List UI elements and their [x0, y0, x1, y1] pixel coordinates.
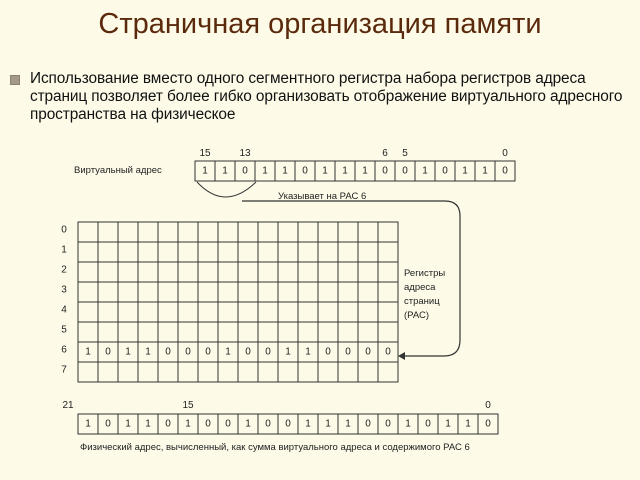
- par-6-bit-10: 1: [285, 346, 291, 358]
- par-cell-2-15: [378, 262, 398, 282]
- virtual-address-bit-positions: [199, 148, 508, 159]
- par-cell-1-13: [338, 242, 358, 262]
- par-cell-1-2: [118, 242, 138, 262]
- par-cell-0-5: [178, 222, 198, 242]
- par-cell-0-0: [78, 222, 98, 242]
- virtual-address-position-5: 5: [402, 148, 408, 159]
- virtual-address-bit-12: 1: [262, 165, 268, 177]
- par-cell-0-15: [378, 222, 398, 242]
- physical-address-bit-18: 1: [125, 418, 131, 430]
- par-row-label-4: 4: [61, 304, 67, 316]
- virtual-address-bit-2: 1: [462, 165, 468, 177]
- physical-address-bit-19: 0: [105, 418, 111, 430]
- par-cell-0-13: [338, 222, 358, 242]
- physical-address-bit-13: 0: [225, 418, 231, 430]
- par-cell-7-6: [198, 362, 218, 382]
- physical-address-bit-10: 0: [285, 418, 291, 430]
- physical-address-bit-8: 1: [325, 418, 331, 430]
- par-row-label-2: 2: [61, 264, 67, 276]
- virtual-address-bit-8: 1: [342, 165, 348, 177]
- par-cell-4-12: [318, 302, 338, 322]
- par-cell-4-10: [278, 302, 298, 322]
- physical-address-bit-6: 0: [365, 418, 371, 430]
- virtual-address-bit-1: 1: [482, 165, 488, 177]
- par-label-line-2: адреса: [404, 282, 436, 293]
- virtual-address-bit-7: 1: [362, 165, 368, 177]
- par-cell-2-6: [198, 262, 218, 282]
- arrow-head-icon: [398, 352, 405, 360]
- virtual-address-bit-3: 0: [442, 165, 448, 177]
- par-cell-5-1: [98, 322, 118, 342]
- par-cell-7-8: [238, 362, 258, 382]
- par-cell-4-5: [178, 302, 198, 322]
- par-cell-4-1: [98, 302, 118, 322]
- par-row-label-0: 0: [61, 224, 67, 236]
- par-cell-0-9: [258, 222, 278, 242]
- virtual-address-label: Виртуальный адрес: [74, 165, 162, 176]
- par-cell-0-2: [118, 222, 138, 242]
- par-cell-4-4: [158, 302, 178, 322]
- par-cell-0-12: [318, 222, 338, 242]
- par-cell-7-4: [158, 362, 178, 382]
- physical-address-bit-3: 0: [425, 418, 431, 430]
- virtual-address-bit-10: 0: [302, 165, 308, 177]
- par-cell-2-14: [358, 262, 378, 282]
- virtual-address-position-0: 0: [502, 148, 508, 159]
- bullet-text: Использование вместо одного сегментного регистра набора регистров адреса страниц позволяет более гибко организовать отображение виртуального адресного пространства на физическое: [30, 70, 623, 123]
- physical-address-bit-2: 1: [445, 418, 451, 430]
- physical-address-bit-1: 1: [465, 418, 471, 430]
- par-label-line-4: (РАС): [404, 310, 430, 321]
- virtual-address-bit-11: 1: [282, 165, 288, 177]
- physical-address-caption: Физический адрес, вычисленный, как сумма виртуального адреса и содержимого РАС 6: [80, 442, 470, 453]
- par-cell-2-5: [178, 262, 198, 282]
- par-cell-0-4: [158, 222, 178, 242]
- par-cell-2-2: [118, 262, 138, 282]
- par-cell-3-13: [338, 282, 358, 302]
- par-cell-2-7: [218, 262, 238, 282]
- par-cell-5-8: [238, 322, 258, 342]
- par-cell-5-13: [338, 322, 358, 342]
- page-number-bracket: [197, 182, 256, 197]
- par-cell-4-3: [138, 302, 158, 322]
- par-cell-2-13: [338, 262, 358, 282]
- par-cell-5-10: [278, 322, 298, 342]
- par-cell-5-14: [358, 322, 378, 342]
- par-cell-2-8: [238, 262, 258, 282]
- par-cell-5-7: [218, 322, 238, 342]
- par-cell-4-15: [378, 302, 398, 322]
- par-cell-7-2: [118, 362, 138, 382]
- physical-address-position-21: 21: [62, 400, 74, 411]
- virtual-address-position-13: 13: [239, 148, 251, 159]
- par-cell-1-4: [158, 242, 178, 262]
- physical-address-bit-16: 0: [165, 418, 171, 430]
- par-cell-0-11: [298, 222, 318, 242]
- par-row-label-3: 3: [61, 284, 67, 296]
- par-cell-2-4: [158, 262, 178, 282]
- par-6-bit-11: 1: [305, 346, 311, 358]
- physical-address-bit-5: 0: [385, 418, 391, 430]
- virtual-address-bit-5: 0: [402, 165, 408, 177]
- par-cell-4-6: [198, 302, 218, 322]
- par-cell-3-0: [78, 282, 98, 302]
- par-cell-1-15: [378, 242, 398, 262]
- par-cell-1-7: [218, 242, 238, 262]
- par-6-bit-6: 0: [205, 346, 211, 358]
- par-cell-3-8: [238, 282, 258, 302]
- pointer-note: Указывает на РАС 6: [278, 191, 367, 202]
- par-cell-4-0: [78, 302, 98, 322]
- physical-address-group: [62, 400, 498, 453]
- par-cell-3-3: [138, 282, 158, 302]
- par-cell-7-13: [338, 362, 358, 382]
- par-row-label-7: 7: [61, 364, 67, 376]
- physical-address-position-15: 15: [182, 400, 194, 411]
- par-cell-5-15: [378, 322, 398, 342]
- par-cell-2-9: [258, 262, 278, 282]
- virtual-address-position-6: 6: [382, 148, 388, 159]
- par-cell-0-6: [198, 222, 218, 242]
- par-cell-0-10: [278, 222, 298, 242]
- par-cell-3-12: [318, 282, 338, 302]
- par-6-bit-1: 0: [105, 346, 111, 358]
- physical-address-bit-12: 1: [245, 418, 251, 430]
- par-cell-7-12: [318, 362, 338, 382]
- par-6-bit-13: 0: [345, 346, 351, 358]
- par-cell-0-14: [358, 222, 378, 242]
- par-cell-5-6: [198, 322, 218, 342]
- par-cell-1-9: [258, 242, 278, 262]
- par-cell-7-15: [378, 362, 398, 382]
- par-row-labels: [61, 225, 67, 376]
- virtual-address-bit-4: 1: [422, 165, 428, 177]
- par-cell-0-8: [238, 222, 258, 242]
- physical-address-bit-9: 1: [305, 418, 311, 430]
- par-cell-1-6: [198, 242, 218, 262]
- physical-address-bit-positions: [62, 400, 491, 411]
- par-cell-4-14: [358, 302, 378, 322]
- physical-address-register: [78, 414, 498, 434]
- virtual-address-bit-13: 0: [242, 165, 248, 177]
- par-table-group: [61, 222, 445, 382]
- par-cell-7-3: [138, 362, 158, 382]
- par-6-bit-5: 0: [185, 346, 191, 358]
- par-cell-4-13: [338, 302, 358, 322]
- par-cell-0-3: [138, 222, 158, 242]
- par-cell-2-3: [138, 262, 158, 282]
- virtual-address-bit-14: 1: [222, 165, 228, 177]
- par-label-line-3: страниц: [404, 296, 440, 307]
- par-cell-7-5: [178, 362, 198, 382]
- virtual-address-bit-15: 1: [202, 165, 208, 177]
- par-cell-2-1: [98, 262, 118, 282]
- par-cell-4-2: [118, 302, 138, 322]
- par-label-line-1: Регистры: [404, 268, 446, 279]
- par-cell-5-4: [158, 322, 178, 342]
- par-cell-1-12: [318, 242, 338, 262]
- par-cell-1-5: [178, 242, 198, 262]
- par-cell-5-12: [318, 322, 338, 342]
- par-6-bit-4: 0: [165, 346, 171, 358]
- par-cell-1-0: [78, 242, 98, 262]
- par-cell-1-1: [98, 242, 118, 262]
- par-cell-3-7: [218, 282, 238, 302]
- virtual-address-register: [195, 161, 515, 181]
- par-6-bit-0: 1: [85, 346, 91, 358]
- par-cell-3-5: [178, 282, 198, 302]
- physical-address-bit-0: 0: [485, 418, 491, 430]
- par-cell-7-7: [218, 362, 238, 382]
- par-cell-1-8: [238, 242, 258, 262]
- par-cell-3-6: [198, 282, 218, 302]
- par-label: [404, 268, 445, 321]
- par-cell-5-9: [258, 322, 278, 342]
- par-cell-4-9: [258, 302, 278, 322]
- par-row-label-1: 1: [61, 244, 67, 256]
- physical-address-bit-4: 1: [405, 418, 411, 430]
- par-cell-7-14: [358, 362, 378, 382]
- virtual-address-bit-9: 1: [322, 165, 328, 177]
- par-6-bit-14: 0: [365, 346, 371, 358]
- par-cell-4-7: [218, 302, 238, 322]
- virtual-address-bit-6: 0: [382, 165, 388, 177]
- par-cell-1-3: [138, 242, 158, 262]
- physical-address-bit-17: 1: [145, 418, 151, 430]
- virtual-address-position-15: 15: [199, 148, 211, 159]
- par-cell-2-0: [78, 262, 98, 282]
- physical-address-bit-11: 0: [265, 418, 271, 430]
- par-cell-1-14: [358, 242, 378, 262]
- par-cell-3-15: [378, 282, 398, 302]
- par-cell-5-0: [78, 322, 98, 342]
- par-cell-5-5: [178, 322, 198, 342]
- par-6-bit-3: 1: [145, 346, 151, 358]
- par-cell-4-8: [238, 302, 258, 322]
- par-cell-1-10: [278, 242, 298, 262]
- par-cell-5-2: [118, 322, 138, 342]
- par-cell-7-1: [98, 362, 118, 382]
- par-cell-4-11: [298, 302, 318, 322]
- par-cell-3-14: [358, 282, 378, 302]
- par-row-label-5: 5: [61, 324, 67, 336]
- par-table: [78, 222, 398, 382]
- virtual-address-bit-0: 0: [502, 165, 508, 177]
- par-cell-3-10: [278, 282, 298, 302]
- par-cell-3-11: [298, 282, 318, 302]
- par-cell-0-1: [98, 222, 118, 242]
- par-cell-7-9: [258, 362, 278, 382]
- par-cell-3-9: [258, 282, 278, 302]
- physical-address-bit-7: 1: [345, 418, 351, 430]
- par-cell-1-11: [298, 242, 318, 262]
- par-6-bit-7: 1: [225, 346, 231, 358]
- par-row-label-6: 6: [61, 344, 67, 356]
- par-cell-3-1: [98, 282, 118, 302]
- par-6-bit-8: 0: [245, 346, 251, 358]
- par-6-bit-9: 0: [265, 346, 271, 358]
- physical-address-bit-15: 1: [185, 418, 191, 430]
- par-cell-2-10: [278, 262, 298, 282]
- par-cell-0-7: [218, 222, 238, 242]
- physical-address-bit-20: 1: [85, 418, 91, 430]
- par-cell-2-11: [298, 262, 318, 282]
- slide-title: Страничная организация памяти: [98, 8, 542, 40]
- physical-address-bit-14: 0: [205, 418, 211, 430]
- par-cell-7-10: [278, 362, 298, 382]
- par-cell-3-2: [118, 282, 138, 302]
- par-cell-5-11: [298, 322, 318, 342]
- par-cell-7-11: [298, 362, 318, 382]
- par-6-bit-2: 1: [125, 346, 131, 358]
- physical-address-position-0: 0: [485, 400, 491, 411]
- par-6-bit-12: 0: [325, 346, 331, 358]
- par-cell-2-12: [318, 262, 338, 282]
- par-cell-5-3: [138, 322, 158, 342]
- par-cell-3-4: [158, 282, 178, 302]
- par-cell-7-0: [78, 362, 98, 382]
- par-6-bit-15: 0: [385, 346, 391, 358]
